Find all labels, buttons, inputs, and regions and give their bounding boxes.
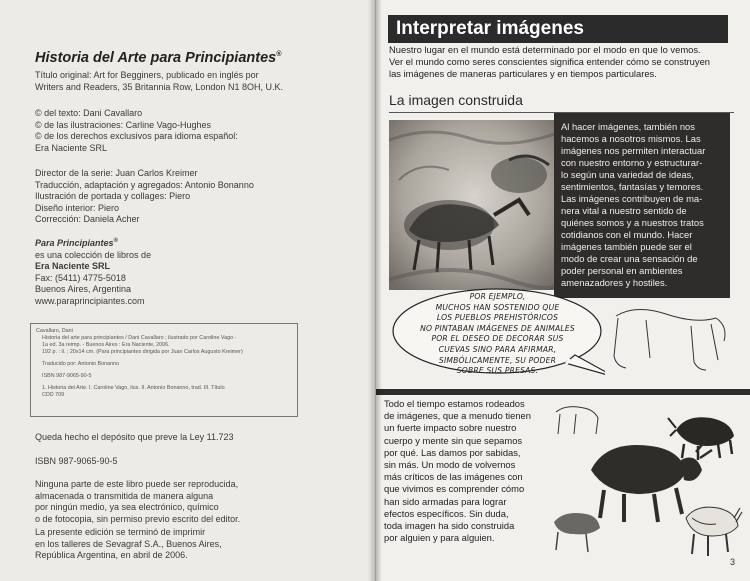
isbn-line: ISBN 987-9065-90-5 xyxy=(35,456,118,466)
page-number: 3 xyxy=(729,557,735,567)
deposit-note: Queda hecho el depósito que preve la Ley 11.723 xyxy=(35,432,234,442)
bison-illustrations xyxy=(546,400,744,560)
right-page xyxy=(376,0,750,581)
speech-bubble-text: POR EJEMPLO, MUCHOS HAN SOSTENIDO QUE LOS PUEBLOS PREHISTÓRICOS NO PINTABAN IMÁGENES DE ANIMALES POR EL DESEO DE DECORAR SUS CUEVAS SINO PARA AFIRMAR, SIMBÓLICAMENTE, SU PODER SOBRE SUS PRESAS. xyxy=(420,292,575,376)
bottom-paragraph: Todo el tiempo estamos rodeados de imágenes, que a menudo tienen un fuerte impacto sobre nuestro cuerpo y mente sin que sepamos por qué. Las damos por sabidas, sin más. Un modo de volvernos más críticos de las imágenes con que vivimos es comprender cómo han sido armadas para lograr efectos específicos. Sin duda, toda imagen ha sido construida por alguien y para alguien. xyxy=(384,398,531,544)
subsection-heading: La imagen construida xyxy=(389,92,523,108)
collection-block: Para Principiantes® es una colección de libros de Era Naciente SRL Fax: (5411) 4775-5018 Buenos Aires, Argentina www.paraprincipiantes.com xyxy=(35,238,152,306)
intro-paragraph: Nuestro lugar en el mundo está determinado por el modo en que lo vemos. Ver el mundo como seres conscientes significa entender cómo se construyen las imágenes de maneras particulares y en tiempos particulares. xyxy=(389,44,711,79)
printing-notice: La presente edición se terminó de imprimir en los talleres de Sevagraf S.A., Buenos Aires, República Argentina, en abril de 2006. xyxy=(35,527,222,561)
cave-painting-image xyxy=(389,120,560,290)
section-divider xyxy=(376,389,750,395)
section-title: Interpretar imágenes xyxy=(388,15,728,43)
rights-notice: Ninguna parte de este libro puede ser reproducida, almacenada o transmitida de manera alguna por ningún medio, ya sea electrónico, químico o de fotocopia, sin permiso previo escrito del editor. xyxy=(35,479,241,524)
original-title-block: Título original: Art for Begginers, publicado en inglés por Writers and Readers, 35 Britannia Row, London N1 8OH, U.K. xyxy=(35,70,283,92)
book-title: Historia del Arte para Principiantes® xyxy=(35,50,282,66)
cip-catalog-box: Cavallaro, Dani Historia del arte para principiantes / Dani Cavallaro ; ilustrado por Caroline Vago - 1a ed. 3a reimp. - Buenos Aires : Era Naciente, 2006. 192 p. : il. ; 20x14 cm. (Para principiantes dirigida por Juan Carlos Augusto Kreimer) Traducido por: Antonio Bonanno ISBN 987-9065-90-5 1. Historia del Arte. I. Caroline Vago, ilus. II. Antonio Bonanno, trad. III. Título CDD 709 xyxy=(30,323,298,417)
book-gutter xyxy=(368,0,382,581)
credits-block: Director de la serie: Juan Carlos Kreimer Traducción, adaptación y agregados: Antonio Bonanno Ilustración de portada y collages: Piero Diseño interior: Piero Corrección: Daniela Acher xyxy=(35,168,254,225)
animal-line-sketch xyxy=(606,296,734,390)
dark-panel-text: Al hacer imágenes, también nos hacemos a nosotros mismos. Las imágenes nos permiten interactuar con nuestro entorno y estructurar- lo según una variedad de ideas, sentimientos, fantasías y temores. Las imágenes contribuyen de ma- nera vital a nuestro sentido de quiénes somos y a nuestros tratos cotidianos con el mundo. Hacer imágenes también puede ser el modo de crear una sensación de poder personal en ambientes amenazadores y hostiles. xyxy=(561,121,706,288)
copyright-block: © del texto: Dani Cavallaro © de las ilustraciones: Carline Vago-Hughes © de los derechos exclusivos para idioma español: Era Naciente SRL xyxy=(35,108,238,153)
